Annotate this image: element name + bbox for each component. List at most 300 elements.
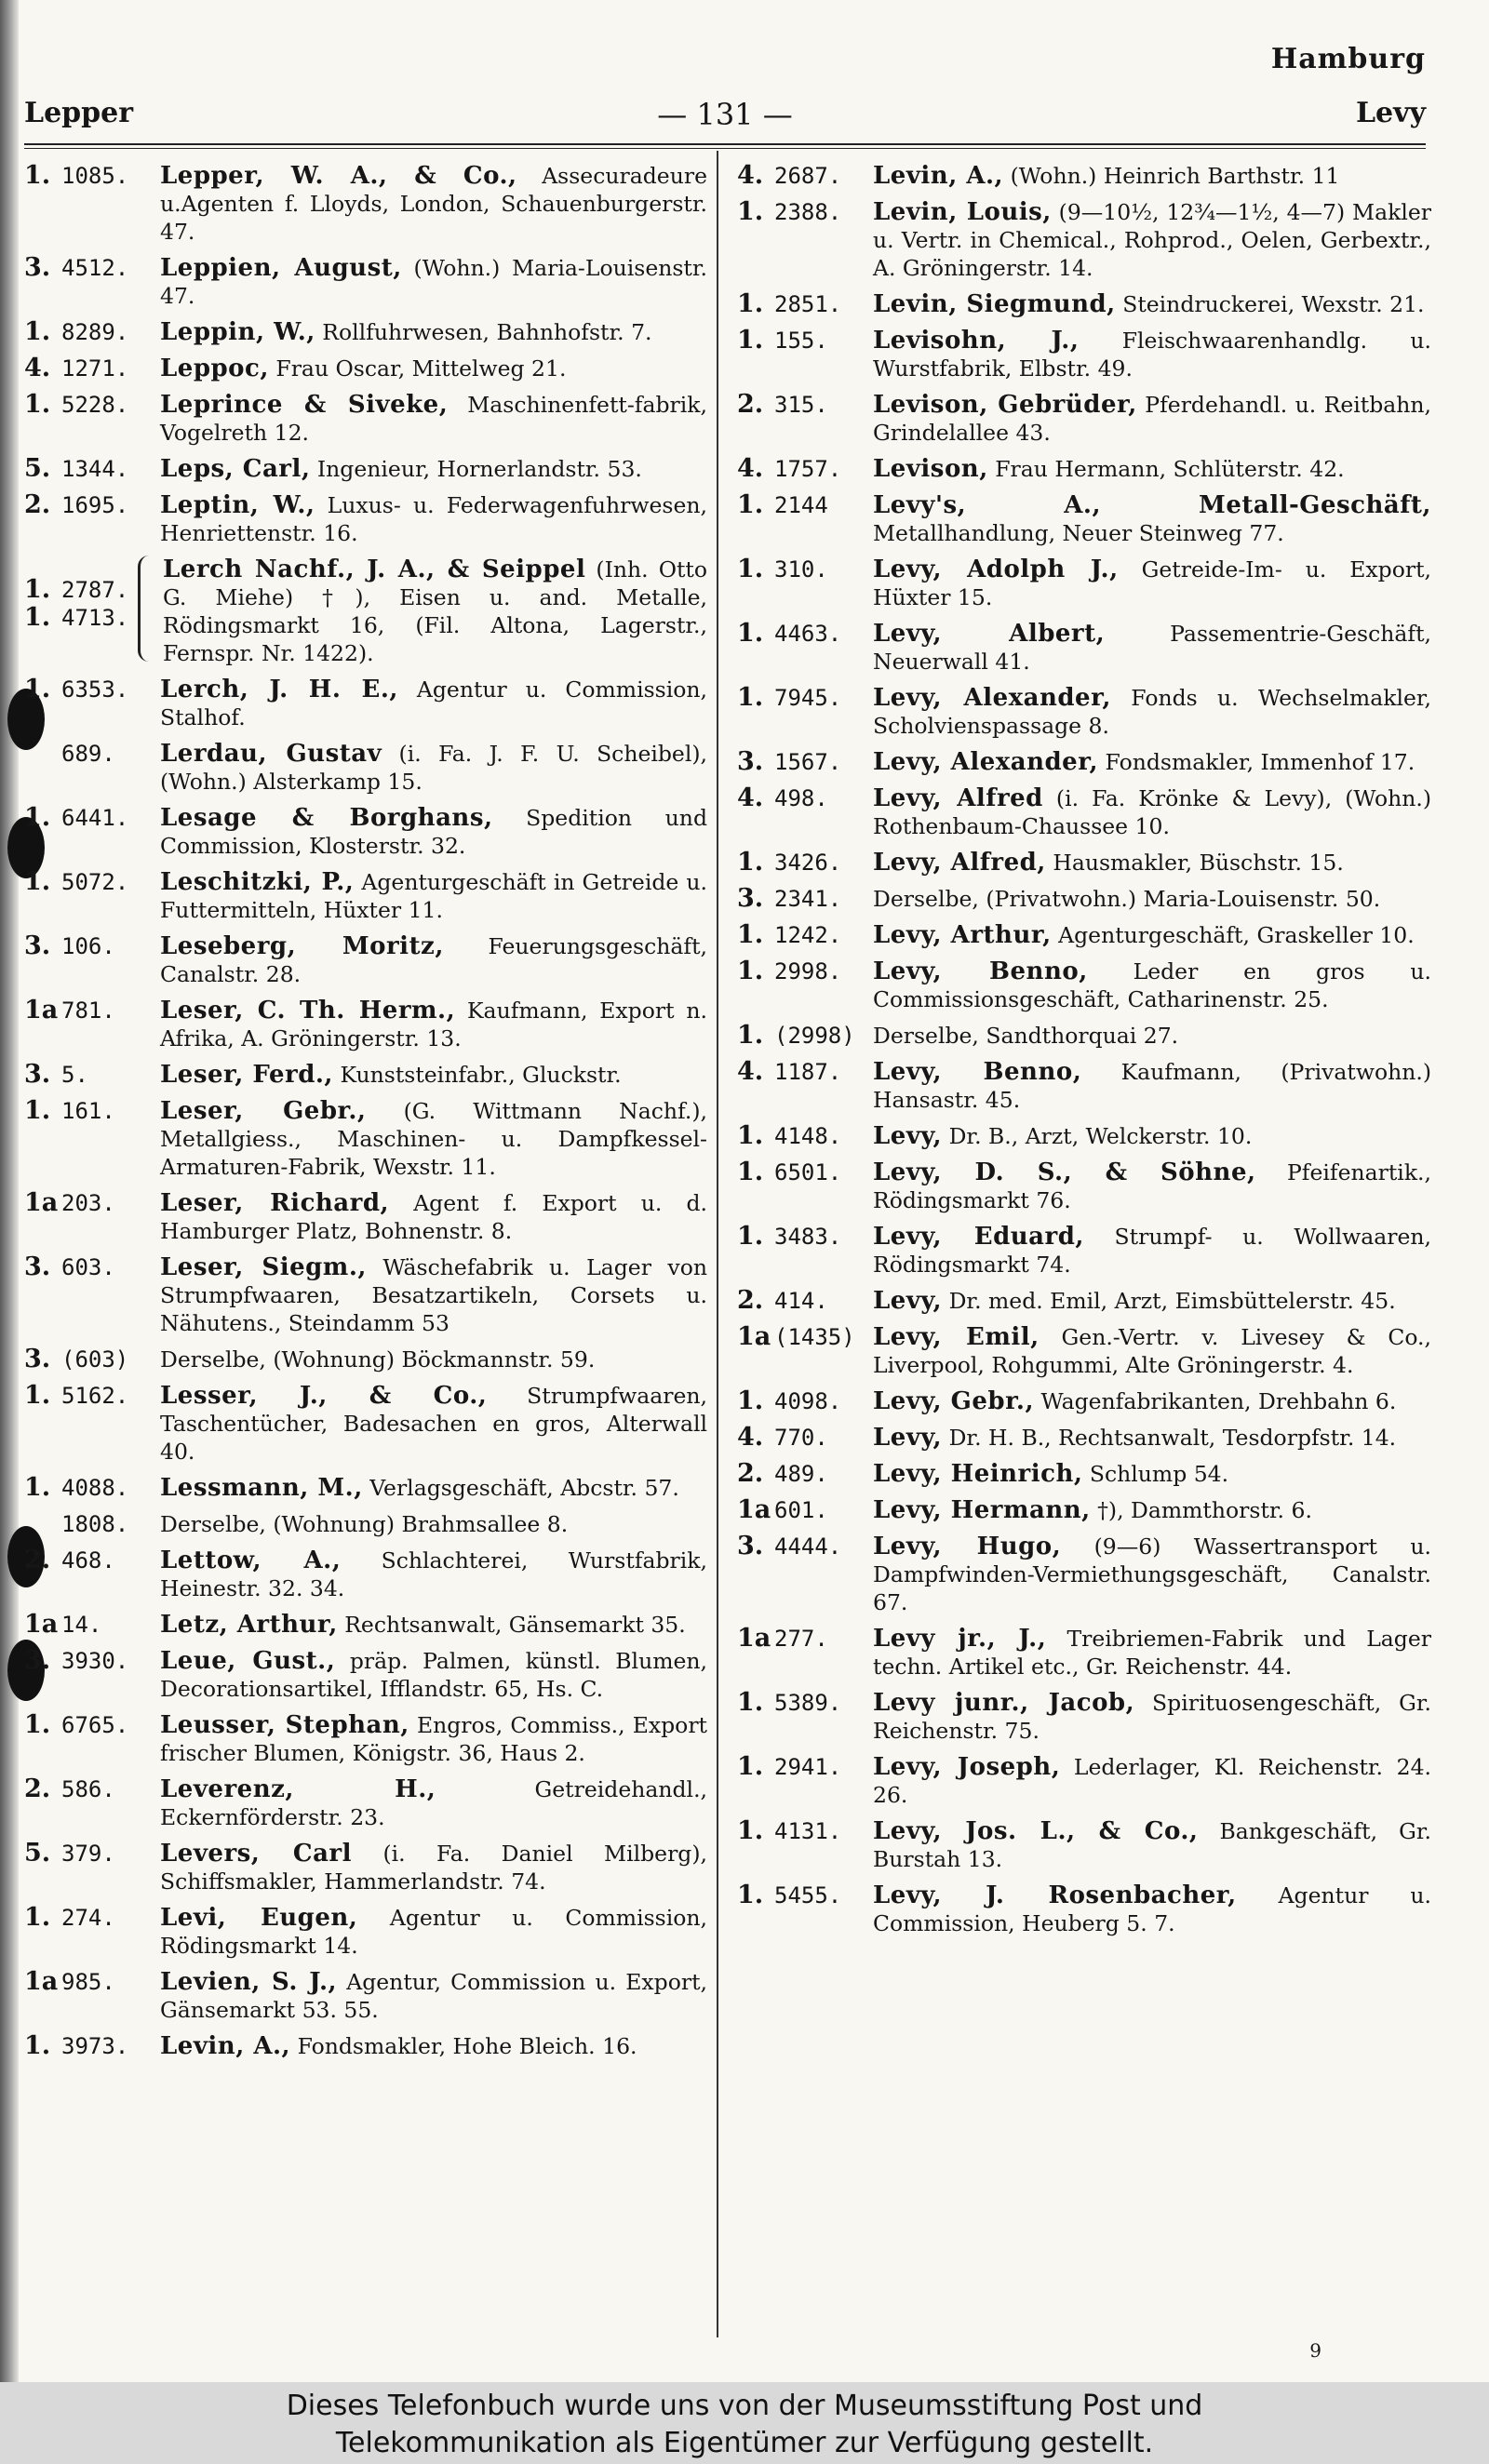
subscriber-details: Getreidehandl., Eckernförderstr. 23.	[160, 1776, 708, 1830]
phone-number	[24, 455, 160, 483]
subscriber-details: (9—6) Wassertransport u. Dampfwinden-Vermiethungsgeschäft, Canalstr. 67.	[873, 1533, 1431, 1615]
subscriber-details: Dr. B., Arzt, Welckerstr. 10.	[942, 1123, 1253, 1149]
exchange-office: 1a	[737, 1624, 771, 1653]
phone-number	[737, 1460, 873, 1488]
entry-text	[160, 1968, 707, 2024]
directory-entry	[24, 740, 707, 796]
directory-entry	[24, 1840, 707, 1895]
directory-entry	[24, 1510, 707, 1538]
subscriber-number: (2998)	[774, 1023, 855, 1049]
exchange-office: 1.	[737, 619, 764, 648]
page-header	[24, 97, 1426, 138]
subscriber-number: 2941.	[774, 1754, 842, 1780]
directory-entry	[24, 391, 707, 447]
entry-text	[160, 676, 707, 731]
subscriber-number: 770.	[774, 1425, 828, 1451]
entry-text	[873, 1158, 1431, 1214]
entry-text	[160, 1061, 707, 1089]
exchange-office: 1a	[24, 996, 59, 1024]
phone-number	[737, 1424, 873, 1452]
directory-entry	[737, 1387, 1431, 1415]
subscriber-details: Dr. med. Emil, Arzt, Eimsbüttelerstr. 45.	[942, 1288, 1396, 1314]
subscriber-name: Leue, Gust.,	[160, 1647, 336, 1675]
subscriber-name: Lerdau, Gustav	[160, 740, 382, 768]
directory-entry	[737, 1689, 1431, 1745]
entry-text	[873, 1387, 1431, 1415]
entry-text	[873, 885, 1431, 913]
exchange-office: 2.	[737, 1286, 764, 1315]
directory-entry	[24, 868, 707, 924]
directory-entry	[737, 849, 1431, 877]
subscriber-number: 7945.	[774, 685, 842, 711]
phone-number	[24, 491, 160, 519]
exchange-office: 4.	[737, 454, 764, 483]
subscriber-name: Lesage & Borghans,	[160, 804, 493, 832]
subscriber-details: Fonds u. Wechselmakler, Scholvienspassage 8.	[873, 685, 1431, 739]
subscriber-number: 161.	[61, 1098, 115, 1124]
entry-text	[163, 556, 707, 667]
phone-number	[737, 1387, 873, 1415]
subscriber-number: 601.	[774, 1497, 828, 1523]
subscriber-name: Levisohn, J.,	[873, 327, 1080, 355]
entry-text	[873, 1689, 1431, 1745]
left-column	[24, 162, 707, 2069]
header-rule	[24, 143, 1426, 149]
entry-text	[873, 1460, 1431, 1488]
directory-entry	[24, 676, 707, 731]
exchange-office: 1.	[737, 848, 764, 877]
entry-text	[873, 748, 1431, 776]
phone-number	[737, 620, 873, 648]
phone-number	[737, 1158, 873, 1186]
directory-entry	[737, 1625, 1431, 1681]
subscriber-number: 8289.	[61, 319, 129, 345]
subscriber-name: Letz, Arthur,	[160, 1611, 338, 1639]
exchange-office: 1.	[737, 1222, 764, 1251]
exchange-office: 1.	[737, 490, 764, 519]
directory-entry	[24, 1775, 707, 1831]
subscriber-details: Fleischwaarenhandlg. u. Wurstfabrik, Elbstr. 49.	[873, 328, 1431, 382]
exchange-office: 4.	[737, 1057, 764, 1086]
exchange-office: 1.	[24, 803, 51, 832]
phone-number	[737, 162, 873, 190]
phone-number	[737, 1625, 873, 1653]
subscriber-details: präp. Palmen, künstl. Blumen, Decorationsartikel, Ifflandstr. 65, Hs. C.	[160, 1648, 707, 1702]
phone-number	[24, 804, 160, 832]
archive-notice	[0, 2382, 1489, 2464]
exchange-office: 3.	[24, 931, 51, 960]
entry-text	[160, 1611, 707, 1639]
phone-number	[737, 748, 873, 776]
phone-number	[24, 318, 160, 346]
subscriber-name: Levy junr., Jacob,	[873, 1689, 1135, 1717]
exchange-office: 1.	[737, 957, 764, 985]
exchange-office: 1a	[24, 1967, 59, 1996]
subscriber-number: 6353.	[61, 676, 129, 703]
exchange-office: 1.	[737, 1752, 764, 1781]
entry-text	[160, 740, 707, 796]
subscriber-details: Verlagsgeschäft, Abcstr. 57.	[362, 1475, 679, 1501]
subscriber-number: 5.	[61, 1062, 88, 1088]
directory-entry	[24, 1189, 707, 1245]
subscriber-details: Derselbe, (Privatwohn.) Maria-Louisenstr. 50.	[873, 886, 1381, 912]
subscriber-number: 4463.	[774, 621, 842, 647]
exchange-office: 1.	[737, 1881, 764, 1909]
entry-text	[873, 1496, 1431, 1524]
entry-text	[160, 1346, 707, 1373]
header-first-name: Lepper	[24, 97, 134, 129]
exchange-office: 1.	[24, 603, 51, 632]
subscriber-details: Rollfuhrwesen, Bahnhofstr. 7.	[315, 319, 652, 345]
entry-text	[160, 254, 707, 310]
subscriber-details: (i. Fa. Daniel Milberg), Schiffsmakler, Hammerlandstr. 74.	[160, 1841, 707, 1895]
entry-text	[873, 1424, 1431, 1452]
subscriber-number: 4148.	[774, 1123, 842, 1149]
subscriber-details: Agenturgeschäft, Graskeller 10.	[1051, 922, 1415, 948]
subscriber-number: (603)	[61, 1346, 129, 1373]
subscriber-name: Leusser, Stephan,	[160, 1711, 409, 1739]
subscriber-number: 5228.	[61, 392, 129, 418]
subscriber-name: Levy, Heinrich,	[873, 1460, 1083, 1488]
subscriber-number: 603.	[61, 1254, 115, 1280]
subscriber-details: Getreide-Im- u. Export, Hüxter 15.	[873, 556, 1431, 610]
subscriber-details: Kaufmann, (Privatwohn.) Hansastr. 45.	[873, 1059, 1431, 1113]
subscriber-name: Leptin, W.,	[160, 491, 315, 519]
subscriber-name: Levy, Adolph J.,	[873, 556, 1119, 583]
directory-entry	[24, 355, 707, 382]
entry-text	[873, 1122, 1431, 1150]
directory-entry	[24, 1253, 707, 1337]
phone-number	[737, 957, 873, 985]
subscriber-name: Leps, Carl,	[160, 455, 311, 483]
subscriber-details: Frau Hermann, Schlüterstr. 42.	[987, 456, 1345, 482]
exchange-office: 1.	[737, 683, 764, 712]
subscriber-details: Engros, Commiss., Export frischer Blumen, Königstr. 36, Haus 2.	[160, 1712, 707, 1766]
exchange-office: 1.	[737, 289, 764, 318]
exchange-office: 1.	[737, 197, 764, 226]
subscriber-number: 274.	[61, 1905, 115, 1931]
exchange-office: 2.	[737, 1459, 764, 1488]
shared-entry-group	[24, 556, 707, 667]
subscriber-number: 689.	[61, 741, 115, 767]
phone-number	[737, 1058, 873, 1086]
right-column	[737, 162, 1431, 1946]
phone-number	[24, 254, 160, 282]
phone-number	[737, 455, 873, 483]
entry-text	[160, 1904, 707, 1960]
entry-text	[160, 1711, 707, 1767]
subscriber-number: 277.	[774, 1626, 828, 1652]
subscriber-number: 414.	[774, 1288, 828, 1314]
subscriber-details: Leder en gros u. Commissionsgeschäft, Catharinenstr. 25.	[873, 958, 1431, 1012]
directory-entry	[737, 921, 1431, 949]
directory-entry	[737, 1223, 1431, 1279]
phone-number	[24, 1189, 160, 1217]
phone-number	[24, 391, 160, 419]
subscriber-name: Leverenz, H.,	[160, 1775, 436, 1803]
subscriber-details: Assecuradeure u.Agenten f. Lloyds, London, Schauenburgerstr. 47.	[160, 163, 707, 245]
phone-number	[24, 1840, 160, 1868]
directory-entry	[737, 620, 1431, 676]
directory-entry	[737, 1058, 1431, 1114]
entry-text	[873, 290, 1431, 318]
directory-entry	[24, 1647, 707, 1703]
directory-entry	[24, 162, 707, 246]
subscriber-name: Leppoc,	[160, 355, 269, 382]
exchange-office: 2.	[24, 1774, 51, 1803]
directory-entry	[737, 491, 1431, 547]
directory-entry	[24, 1547, 707, 1602]
subscriber-number: 586.	[61, 1776, 115, 1802]
directory-entry	[24, 932, 707, 988]
phone-number	[737, 1122, 873, 1150]
subscriber-name: Levy, Hugo,	[873, 1533, 1062, 1560]
directory-entry	[737, 1753, 1431, 1809]
subscriber-details: Pferdehandl. u. Reitbahn, Grindelallee 43.	[873, 392, 1431, 446]
subscriber-details: Spedition und Commission, Klosterstr. 32.	[160, 805, 707, 859]
directory-entry	[24, 1968, 707, 2024]
subscriber-number: 4131.	[774, 1818, 842, 1844]
phone-number	[24, 162, 160, 190]
subscriber-details: (Wohn.) Maria-Louisenstr. 47.	[160, 255, 707, 309]
subscriber-details: Hausmakler, Büschstr. 15.	[1045, 850, 1344, 876]
subscriber-number: 6765.	[61, 1712, 129, 1738]
exchange-office: 1.	[737, 1688, 764, 1717]
subscriber-name: Levy, Benno,	[873, 1058, 1082, 1086]
entry-text	[873, 957, 1431, 1013]
directory-entry	[737, 1817, 1431, 1873]
exchange-office: 1.	[24, 1473, 51, 1502]
directory-entry	[737, 784, 1431, 840]
exchange-office: 3.	[24, 1060, 51, 1089]
phone-number	[24, 604, 138, 632]
entry-text	[160, 1775, 707, 1831]
subscriber-name: Lessmann, M.,	[160, 1474, 363, 1502]
exchange-office: 1a	[24, 1188, 59, 1217]
subscriber-name: Levy, Benno,	[873, 957, 1088, 985]
directory-entry	[24, 254, 707, 310]
subscriber-number: 2687.	[774, 163, 842, 189]
subscriber-name: Levy,	[873, 1287, 943, 1315]
entry-text	[873, 620, 1431, 676]
brace-mark	[138, 556, 163, 662]
entry-text	[160, 318, 707, 346]
subscriber-details: Passementrie-Geschäft, Neuerwall 41.	[873, 621, 1431, 675]
subscriber-name: Levy, Albert,	[873, 620, 1106, 648]
subscriber-details: Gen.-Vertr. v. Livesey & Co., Liverpool, Rohgummi, Alte Gröningerstr. 4.	[873, 1324, 1431, 1378]
phone-number	[737, 556, 873, 583]
exchange-office: 1.	[737, 555, 764, 583]
subscriber-details: Rechtsanwalt, Gänsemarkt 35.	[337, 1612, 686, 1638]
subscriber-details: Derselbe, (Wohnung) Brahmsallee 8.	[160, 1511, 569, 1537]
directory-entry	[24, 1904, 707, 1960]
subscriber-name: Leppien, August,	[160, 254, 402, 282]
phone-number	[24, 1061, 160, 1089]
subscriber-name: Levy, Alexander,	[873, 748, 1099, 776]
subscriber-details: Agentur u. Commission, Heuberg 5. 7.	[873, 1882, 1431, 1936]
subscriber-name: Levy, Alfred,	[873, 849, 1046, 877]
subscriber-number: 2787.	[61, 577, 129, 603]
entry-text	[873, 1323, 1431, 1379]
exchange-office: 1.	[737, 1121, 764, 1150]
phone-number	[737, 1881, 873, 1909]
subscriber-name: Leser, C. Th. Herm.,	[160, 997, 456, 1024]
entry-text	[160, 1840, 707, 1895]
shared-phone-numbers	[24, 556, 138, 632]
subscriber-details: Agenturgeschäft in Getreide u. Futtermitteln, Hüxter 11.	[160, 869, 707, 923]
exchange-office: 1.	[24, 675, 51, 703]
directory-entry	[24, 1346, 707, 1373]
directory-entry	[737, 684, 1431, 740]
entry-text	[160, 932, 707, 988]
exchange-office: 3.	[24, 1345, 51, 1373]
phone-number	[24, 740, 160, 768]
subscriber-details: Strumpf- u. Wollwaaren, Rödingsmarkt 74.	[873, 1224, 1431, 1278]
subscriber-details: Agentur u. Commission, Stalhof.	[160, 676, 707, 730]
subscriber-name: Leschitzki, P.,	[160, 868, 355, 896]
subscriber-number: 2388.	[774, 199, 842, 225]
entry-text	[873, 849, 1431, 877]
subscriber-name: Levin, A.,	[873, 162, 1004, 190]
directory-entry	[737, 327, 1431, 382]
subscriber-number: 781.	[61, 998, 115, 1024]
subscriber-name: Leser, Ferd.,	[160, 1061, 333, 1089]
subscriber-details: (i. Fa. Krönke & Levy), (Wohn.) Rothenbaum-Chaussee 10.	[873, 785, 1431, 839]
subscriber-number: 5455.	[774, 1882, 842, 1908]
phone-number	[737, 198, 873, 226]
phone-number	[24, 2032, 160, 2060]
phone-number	[24, 355, 160, 382]
subscriber-name: Lesser, J., & Co.,	[160, 1382, 488, 1410]
subscriber-name: Levin, Siegmund,	[873, 290, 1116, 318]
exchange-office: 4.	[737, 1423, 764, 1452]
entry-text	[873, 1817, 1431, 1873]
phone-number	[24, 1547, 160, 1574]
subscriber-name: Levy's, A., Metall-Geschäft,	[873, 491, 1431, 519]
subscriber-details: Steindruckerei, Wexstr. 21.	[1115, 291, 1425, 317]
directory-entry	[737, 748, 1431, 776]
subscriber-number: 5389.	[774, 1690, 842, 1716]
directory-entry	[24, 1382, 707, 1466]
phone-number	[737, 1496, 873, 1524]
phone-number	[24, 676, 160, 703]
exchange-office: 2.	[24, 490, 51, 519]
subscriber-number: 1271.	[61, 355, 129, 382]
entry-text	[160, 1097, 707, 1181]
directory-entry	[24, 2032, 707, 2060]
phone-number	[24, 1611, 160, 1639]
subscriber-name: Levy, J. Rosenbacher,	[873, 1881, 1237, 1909]
entry-text	[160, 491, 707, 547]
subscriber-details: Derselbe, (Wohnung) Böckmannstr. 59.	[160, 1346, 596, 1373]
entry-text	[160, 391, 707, 447]
exchange-office: 1.	[24, 161, 51, 190]
directory-entry	[737, 1122, 1431, 1150]
entry-text	[873, 162, 1431, 190]
exchange-office: 1.	[24, 1710, 51, 1739]
subscriber-number: 2998.	[774, 958, 842, 984]
exchange-office: 5.	[24, 1839, 51, 1868]
directory-entry	[737, 391, 1431, 447]
entry-text	[160, 1189, 707, 1245]
exchange-office: 1.	[24, 575, 51, 604]
directory-entry	[24, 804, 707, 860]
archive-notice-line-2: Telekommunikation als Eigentümer zur Verfügung gestellt.	[335, 2427, 1154, 2459]
subscriber-details: Fondsmakler, Immenhof 17.	[1098, 749, 1415, 775]
subscriber-name: Levy,	[873, 1424, 943, 1452]
archive-notice-line-1: Dieses Telefonbuch wurde uns von der Museumsstiftung Post und	[286, 2390, 1203, 2422]
exchange-office: 1.	[24, 390, 51, 419]
phone-number	[24, 1711, 160, 1739]
subscriber-details: (G. Wittmann Nachf.), Metallgiess., Maschinen- u. Dampfkessel-Armaturen-Fabrik, Wexstr. 11.	[160, 1098, 707, 1180]
subscriber-name: Levien, S. J.,	[160, 1968, 338, 1996]
subscriber-name: Levy, Jos. L., & Co.,	[873, 1817, 1199, 1845]
phone-number	[24, 1775, 160, 1803]
entry-text	[160, 1474, 707, 1502]
phone-number	[737, 885, 873, 913]
entry-text	[160, 162, 707, 246]
subscriber-number: 1187.	[774, 1059, 842, 1085]
exchange-office: 1.	[737, 920, 764, 949]
directory-entry	[737, 556, 1431, 611]
entry-text	[160, 1382, 707, 1466]
phone-number	[737, 1753, 873, 1781]
directory-entry	[737, 1496, 1431, 1524]
exchange-office: 3.	[24, 1252, 51, 1281]
entry-text	[873, 491, 1431, 547]
entry-text	[160, 2032, 707, 2060]
subscriber-number: 498.	[774, 785, 828, 811]
exchange-office: 3.	[737, 1532, 764, 1560]
exchange-office: 3.	[24, 253, 51, 282]
subscriber-name: Levy, D. S., & Söhne,	[873, 1158, 1256, 1186]
directory-entry	[737, 1460, 1431, 1488]
exchange-office: 1.	[24, 1381, 51, 1410]
exchange-office: 3.	[24, 1646, 51, 1675]
directory-entry	[737, 455, 1431, 483]
entry-text	[873, 1881, 1431, 1937]
subscriber-number: 4088.	[61, 1475, 129, 1501]
entry-text	[160, 804, 707, 860]
directory-entry	[737, 1533, 1431, 1616]
subscriber-name: Levy, Hermann,	[873, 1496, 1091, 1524]
subscriber-name: Levy, Alexander,	[873, 684, 1111, 712]
subscriber-name: Leser, Siegm.,	[160, 1253, 367, 1281]
entry-text	[873, 1533, 1431, 1616]
subscriber-details: Schlump 54.	[1082, 1461, 1229, 1487]
entry-text	[160, 455, 707, 483]
phone-number	[24, 1904, 160, 1932]
phone-number	[737, 1287, 873, 1315]
phone-number	[24, 1647, 160, 1675]
entry-text	[873, 784, 1431, 840]
subscriber-number: 985.	[61, 1969, 115, 1995]
directory-entry	[24, 491, 707, 547]
phone-number	[24, 576, 138, 604]
entry-text	[160, 868, 707, 924]
subscriber-number: (1435)	[774, 1324, 855, 1350]
subscriber-number: 2851.	[774, 291, 842, 317]
subscriber-name: Levy, Alfred	[873, 784, 1043, 812]
subscriber-details: Luxus- u. Federwagenfuhrwesen, Henriettenstr. 16.	[160, 492, 707, 546]
exchange-office: 1.	[737, 1158, 764, 1186]
phone-number	[737, 849, 873, 877]
subscriber-number: 4098.	[774, 1388, 842, 1414]
entry-text	[160, 997, 707, 1052]
exchange-office: 1.	[24, 867, 51, 896]
exchange-office: 3.	[737, 884, 764, 913]
phone-number	[737, 290, 873, 318]
